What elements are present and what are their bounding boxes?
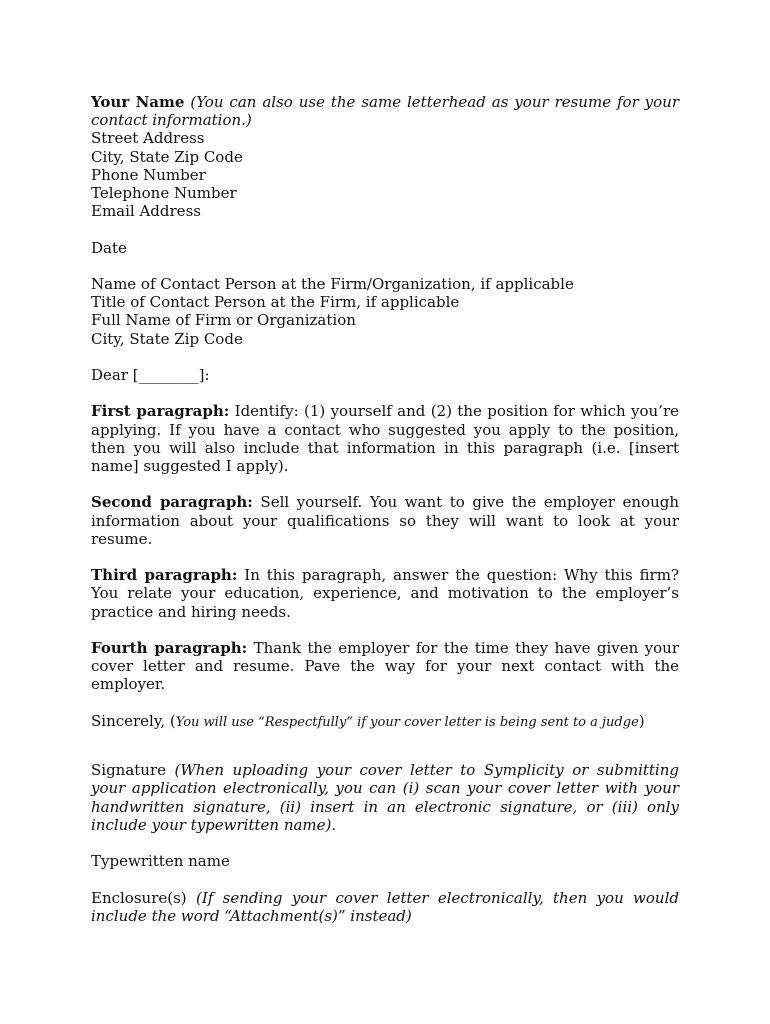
typewritten-name: Typewritten name (91, 852, 230, 871)
second-paragraph (91, 493, 679, 548)
salutation: Dear [________]: (91, 366, 210, 384)
fourth-paragraph-text: Thank the employer for the time they have given your cover letter and resume. Pave the way for your next contact with the employer. (91, 638, 679, 694)
closing-close-paren: ) (638, 711, 645, 730)
first-paragraph-label: First paragraph: (91, 402, 230, 421)
sender-phone: Phone Number (91, 165, 206, 184)
closing-word: Sincerely, (91, 711, 166, 730)
signature-block (91, 761, 679, 834)
signature-word: Signature (91, 761, 167, 780)
enclosure-word: Enclosure(s) (91, 888, 187, 907)
sender-name-label: Your Name (91, 93, 185, 111)
date-line: Date (91, 238, 127, 257)
sender-name-note: (You can also use the same letterhead as your resume for your contact information.) (91, 93, 679, 130)
closing-note: You will use “Respectfully” if your cover letter is being sent to a judge (175, 714, 639, 730)
recipient-firm-name: Full Name of Firm or Organization (91, 311, 356, 330)
sender-name-line (91, 93, 679, 129)
sender-email: Email Address (91, 202, 201, 221)
enclosure-block (91, 889, 679, 925)
recipient-contact-name: Name of Contact Person at the Firm/Organization, if applicable (91, 275, 574, 293)
third-paragraph (91, 566, 679, 621)
second-paragraph-label: Second paragraph: (91, 493, 253, 512)
closing-line (91, 712, 679, 732)
sender-telephone: Telephone Number (91, 184, 237, 203)
first-paragraph (91, 402, 679, 475)
signature-note: (When uploading your cover letter to Symplicity or submitting your application electronically, you can (i) scan your cover letter with your handwritten signature, (ii) insert in an electronic signature, or (iii) only include your typewritten name). (91, 761, 679, 834)
first-paragraph-text: Identify: (1) yourself and (2) the position for which you’re applying. If you have a contact who suggested you apply to the position, then you will also include that information in this paragraph (i.e. [insert name] suggested I apply). (91, 402, 679, 475)
second-paragraph-text: Sell yourself. You want to give the employer enough information about your qualifications so they will want to look at your resume. (91, 493, 679, 548)
recipient-city-state-zip: City, State Zip Code (91, 329, 243, 348)
enclosure-note: (If sending your cover letter electronically, then you would include the word “Attachment(s)” instead) (91, 888, 679, 925)
fourth-paragraph (91, 639, 679, 694)
sender-city-state-zip: City, State Zip Code (91, 147, 243, 166)
fourth-paragraph-label: Fourth paragraph: (91, 638, 248, 657)
sender-street: Street Address (91, 129, 205, 148)
third-paragraph-label: Third paragraph: (91, 566, 238, 585)
cover-letter-template (91, 93, 679, 925)
third-paragraph-text: In this paragraph, answer the question: Why this firm? You relate your education, experience, and motivation to the employer’s practice and hiring needs. (91, 566, 679, 621)
recipient-contact-title: Title of Contact Person at the Firm, if applicable (91, 293, 460, 312)
closing-open-paren: ( (169, 711, 176, 730)
